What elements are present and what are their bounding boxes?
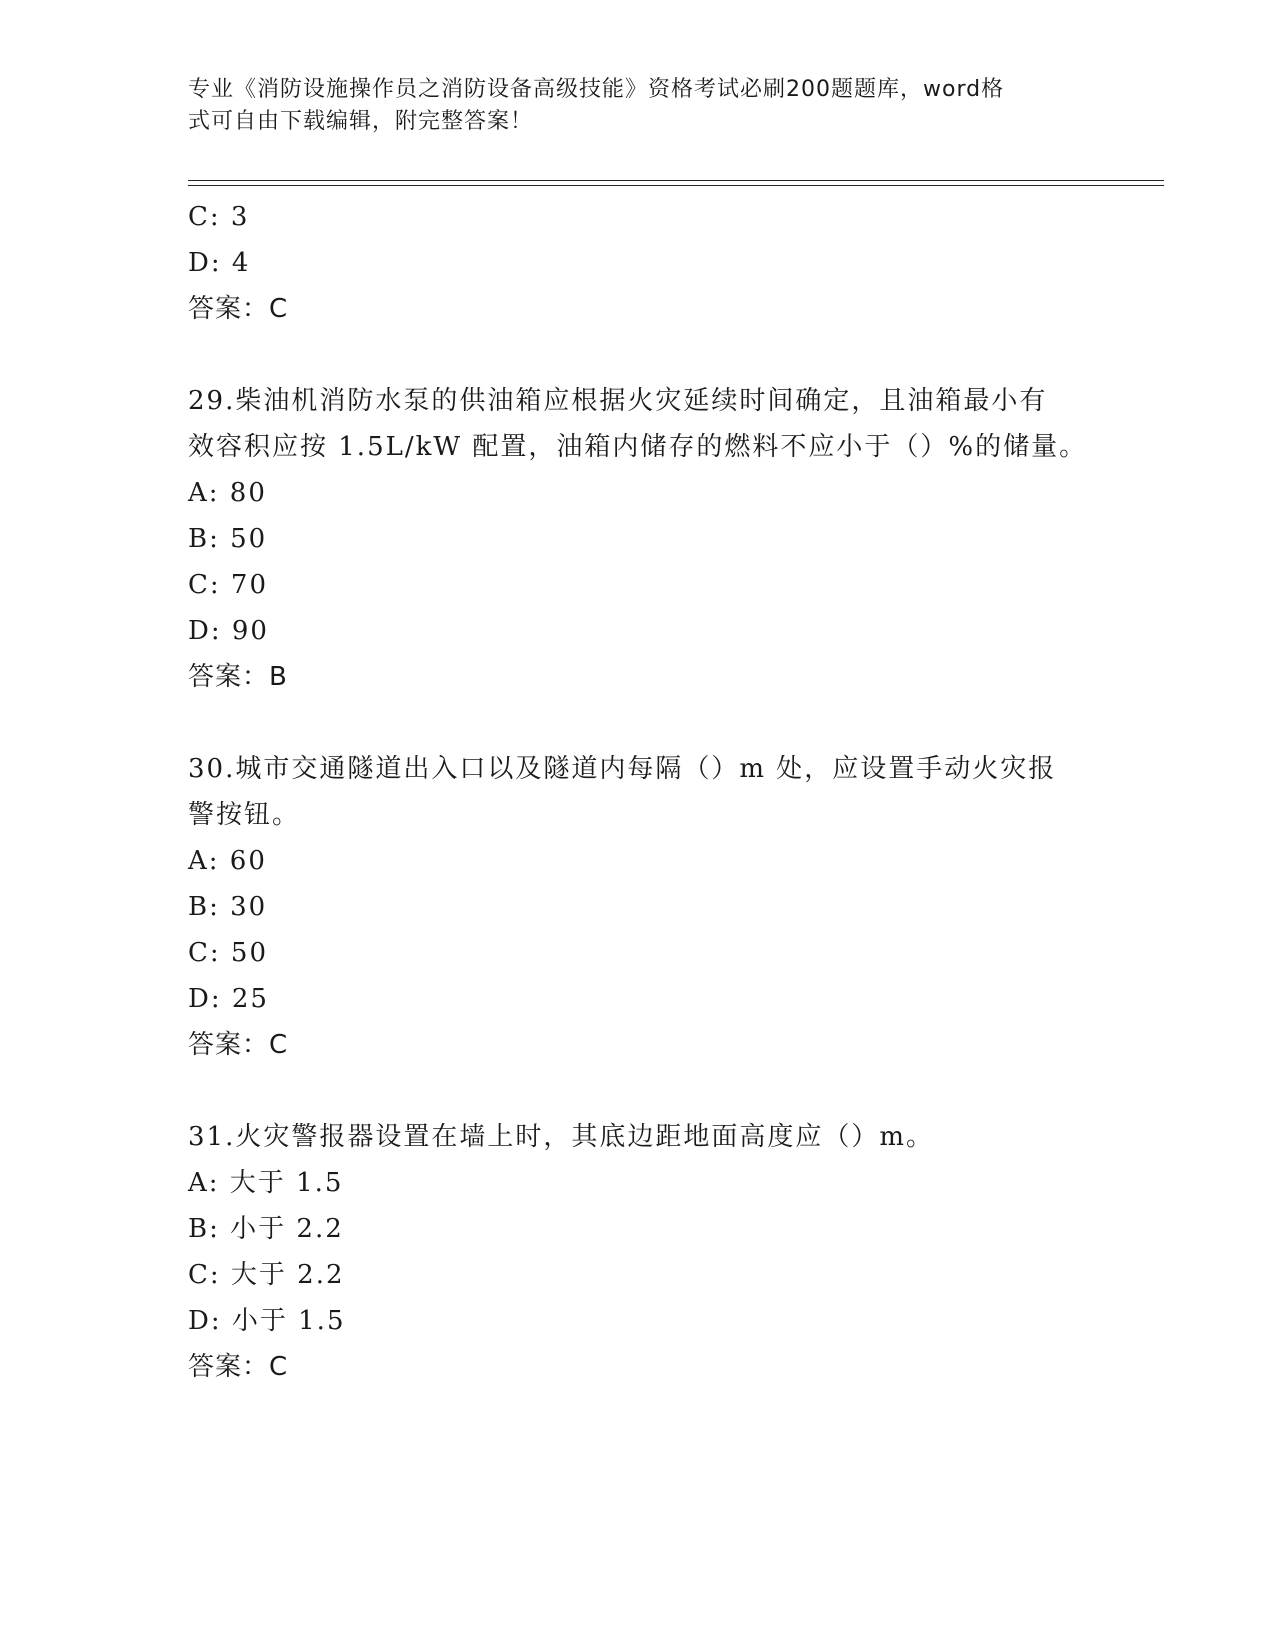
header-divider-top bbox=[188, 180, 1164, 181]
option-c: C: 50 bbox=[188, 938, 269, 968]
header-line-1: 专业《消防设施操作员之消防设备高级技能》资格考试必刷200题题库，word格 bbox=[188, 77, 1005, 102]
question-text-line-2: 效容积应按 1.5L/kW 配置，油箱内储存的燃料不应小于（）%的储量。 bbox=[188, 432, 1088, 462]
option-d: D: 小于 1.5 bbox=[188, 1306, 346, 1336]
option-b: B: 小于 2.2 bbox=[188, 1214, 344, 1244]
question-31 bbox=[188, 1114, 1088, 1390]
spacer bbox=[188, 332, 1088, 378]
question-text-line-1: 30.城市交通隧道出入口以及隧道内每隔（）m 处，应设置手动火灾报 bbox=[188, 754, 1057, 784]
answer-line: 答案：C bbox=[188, 1352, 289, 1382]
question-text-line-2: 警按钮。 bbox=[188, 800, 301, 830]
question-list bbox=[188, 194, 1088, 1390]
question-fragment-28 bbox=[188, 194, 1088, 332]
option-b: B: 50 bbox=[188, 524, 268, 554]
answer-line: 答案：C bbox=[188, 1030, 289, 1060]
answer-line: 答案：C bbox=[188, 294, 289, 324]
option-c: C: 大于 2.2 bbox=[188, 1260, 345, 1290]
option-c: C: 70 bbox=[188, 570, 269, 600]
option-b: B: 30 bbox=[188, 892, 268, 922]
question-text-line-1: 29.柴油机消防水泵的供油箱应根据火灾延续时间确定，且油箱最小有 bbox=[188, 386, 1048, 416]
question-text-line-1: 31.火灾警报器设置在墙上时，其底边距地面高度应（）m。 bbox=[188, 1122, 935, 1152]
option-d: D: 25 bbox=[188, 984, 269, 1014]
answer-line: 答案：B bbox=[188, 662, 288, 692]
header-divider-bottom bbox=[188, 185, 1164, 186]
question-30 bbox=[188, 746, 1088, 1068]
question-29 bbox=[188, 378, 1088, 700]
spacer bbox=[188, 700, 1088, 746]
option-c: C: 3 bbox=[188, 202, 250, 232]
header-line-2: 式可自由下载编辑，附完整答案！ bbox=[188, 109, 534, 134]
spacer bbox=[188, 1068, 1088, 1114]
option-a: A: 大于 1.5 bbox=[188, 1168, 344, 1198]
document-header bbox=[188, 74, 1068, 138]
option-d: D: 90 bbox=[188, 616, 269, 646]
option-d: D: 4 bbox=[188, 248, 251, 278]
option-a: A: 80 bbox=[188, 478, 267, 508]
option-a: A: 60 bbox=[188, 846, 267, 876]
